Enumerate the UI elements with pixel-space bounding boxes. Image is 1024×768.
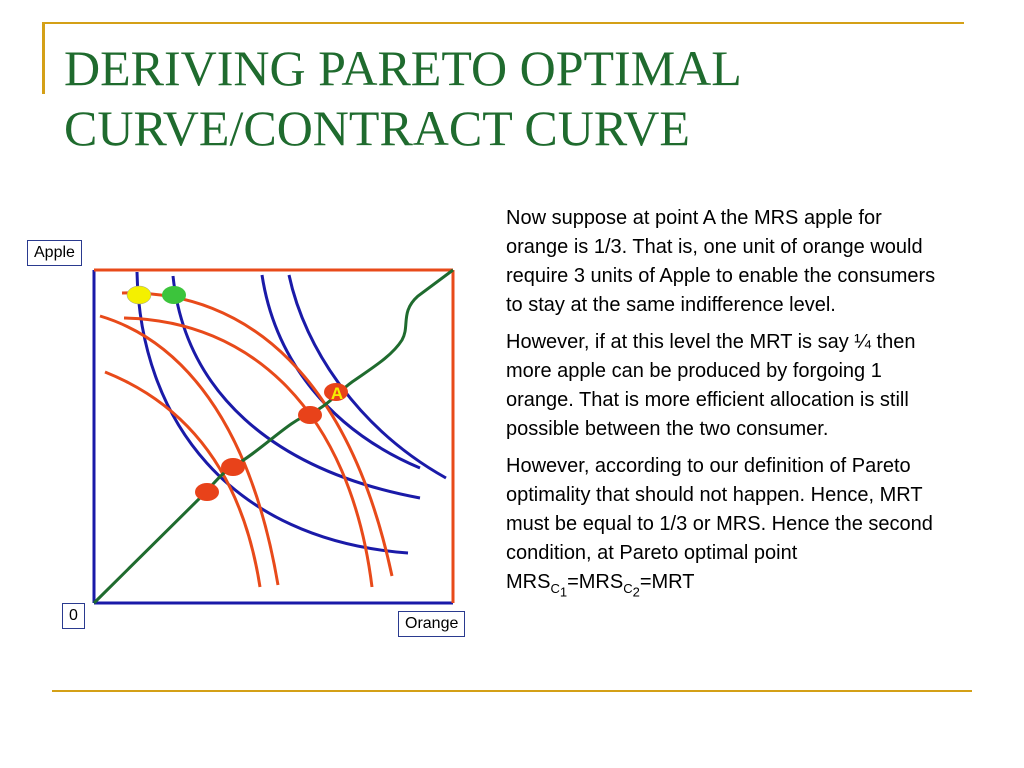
- edgeworth-box-diagram: [0, 0, 500, 640]
- tangency-point-4: [195, 483, 219, 501]
- slide-title-line-1: DERIVING PARETO OPTIMAL: [64, 40, 742, 96]
- blue-indifference-curve-4: [289, 275, 446, 478]
- paragraph-pareto-text: However, according to our definition of Pareto optimality that should not happen. Hence, MRT must be equal to 1/3 or MRS. Hence the second condition, at Pareto optimal point: [506, 455, 933, 564]
- formula-sub-1-letter: C: [550, 581, 560, 596]
- tangency-point-3: [221, 458, 245, 476]
- formula-sub-2-letter: C: [623, 581, 633, 596]
- explanation-text: [506, 204, 938, 605]
- red-indifference-curve-2: [105, 372, 260, 587]
- tangency-point-2: [298, 406, 322, 424]
- formula-sub-2-num: 2: [632, 584, 640, 600]
- blue-indifference-curve-3: [262, 275, 420, 468]
- formula-sub-1: [550, 581, 568, 600]
- formula-eq-1: =MRS: [567, 571, 624, 593]
- orange-axis-label: Orange: [398, 611, 465, 637]
- paragraph-mrt: However, if at this level the MRT is say ¼ then more apple can be produced by forgoing 1 orange. That is more efficient allocation is still possible between the two consumer.: [506, 331, 916, 440]
- slide-title-line-2: CURVE/CONTRACT CURVE: [64, 100, 690, 156]
- pareto-condition-formula: [506, 571, 695, 600]
- formula-mrs-1: MRS: [506, 571, 551, 593]
- formula-sub-1-num: 1: [559, 584, 568, 600]
- formula-eq-2: =MRT: [639, 571, 695, 593]
- yellow-point: [127, 286, 151, 304]
- paragraph-mrs: Now suppose at point A the MRS apple for orange is 1/3. That is, one unit of orange would require 3 units of Apple to enable the consumers to stay at the same indifference level.: [506, 207, 936, 316]
- apple-axis-label: Apple: [27, 240, 82, 266]
- frame-bottom-line: [52, 690, 972, 692]
- red-indifference-curve-4: [124, 318, 372, 587]
- point-a-label: A: [330, 384, 344, 403]
- paragraph-pareto: [506, 452, 938, 600]
- green-point: [162, 286, 186, 304]
- origin-label: 0: [62, 603, 85, 629]
- formula-sub-2: [623, 581, 640, 600]
